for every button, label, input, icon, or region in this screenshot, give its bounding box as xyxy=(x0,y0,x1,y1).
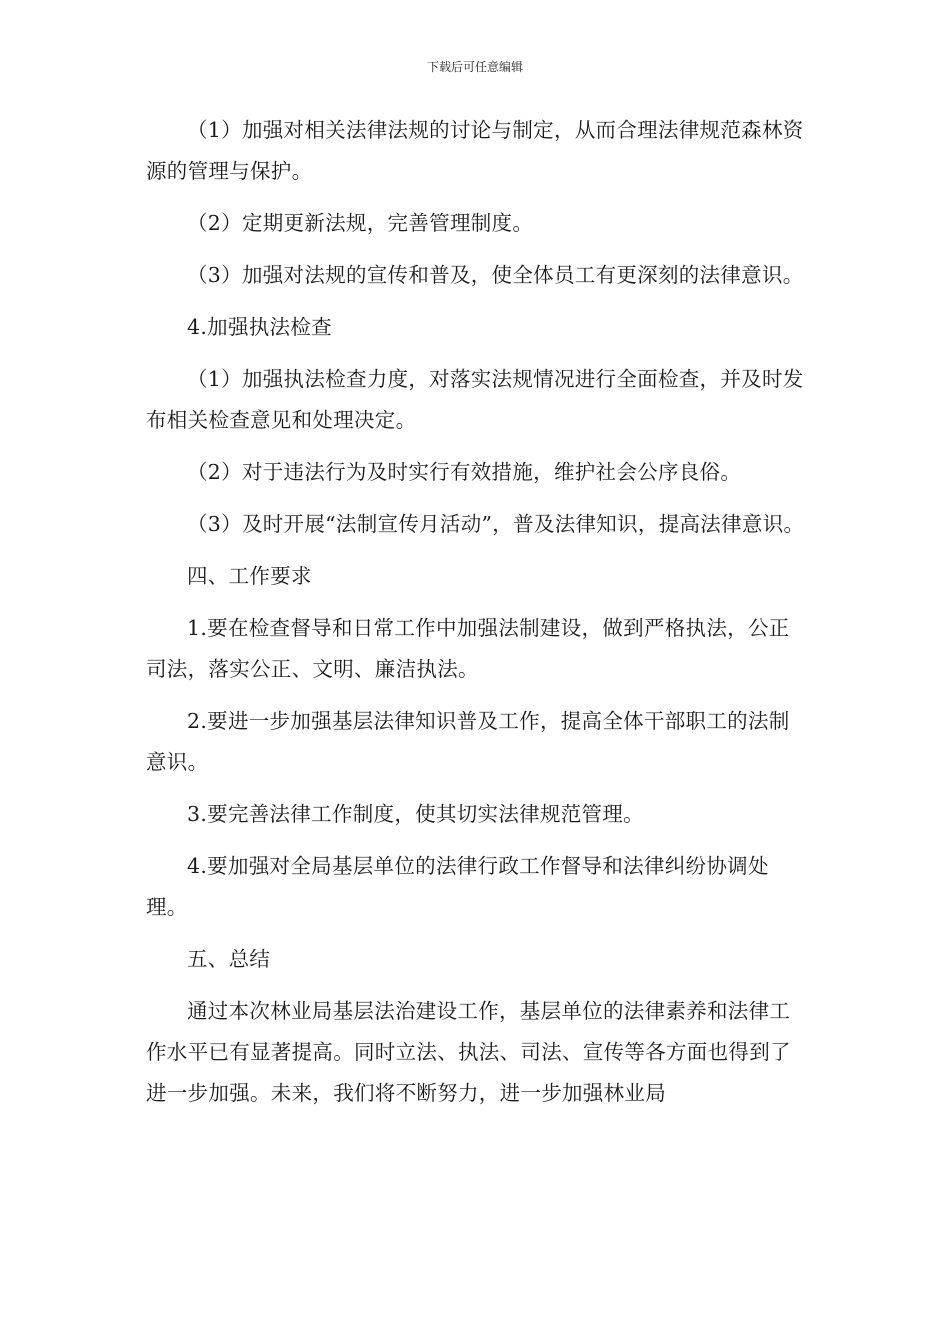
paragraph-4-3: （3）及时开展“法制宣传月活动”，普及法律知识，提高法律意识。 xyxy=(187,512,805,536)
paragraph-1-2: （2）定期更新法规，完善管理制度。 xyxy=(187,211,534,235)
paragraph-1-1: （1）加强对相关法律法规的讨论与制定，从而合理法律规范森林资源的管理与保护。 xyxy=(146,118,804,183)
requirement-3: 3.要完善法律工作制度，使其切实法律规范管理。 xyxy=(187,802,644,826)
section-heading-summary: 五、总结 xyxy=(187,947,271,971)
page-header: 下载后可任意编辑 xyxy=(426,60,523,74)
section-heading-enforcement: 4.加强执法检查 xyxy=(187,315,332,339)
section-heading-requirements: 四、工作要求 xyxy=(187,564,312,588)
paragraph-1-3: （3）加强对法规的宣传和普及，使全体员工有更深刻的法律意识。 xyxy=(187,263,804,287)
requirement-2: 2.要进一步加强基层法律知识普及工作，提高全体干部职工的法制意识。 xyxy=(146,709,790,774)
summary-paragraph: 通过本次林业局基层法治建设工作，基层单位的法律素养和法律工作水平已有显著提高。同时立法、执法、司法、宣传等各方面也得到了进一步加强。未来，我们将不断努力，进一步加强林业局 xyxy=(146,999,791,1105)
requirement-1: 1.要在检查督导和日常工作中加强法制建设，做到严格执法，公正司法，落实公正、文明、廉洁执法。 xyxy=(146,616,790,681)
paragraph-4-1: （1）加强执法检查力度，对落实法规情况进行全面检查，并及时发布相关检查意见和处理决定。 xyxy=(146,367,804,432)
requirement-4: 4.要加强对全局基层单位的法律行政工作督导和法律纠纷协调处理。 xyxy=(146,854,769,919)
document-body xyxy=(146,110,806,1125)
paragraph-4-2: （2）对于违法行为及时实行有效措施，维护社会公序良俗。 xyxy=(187,460,742,484)
